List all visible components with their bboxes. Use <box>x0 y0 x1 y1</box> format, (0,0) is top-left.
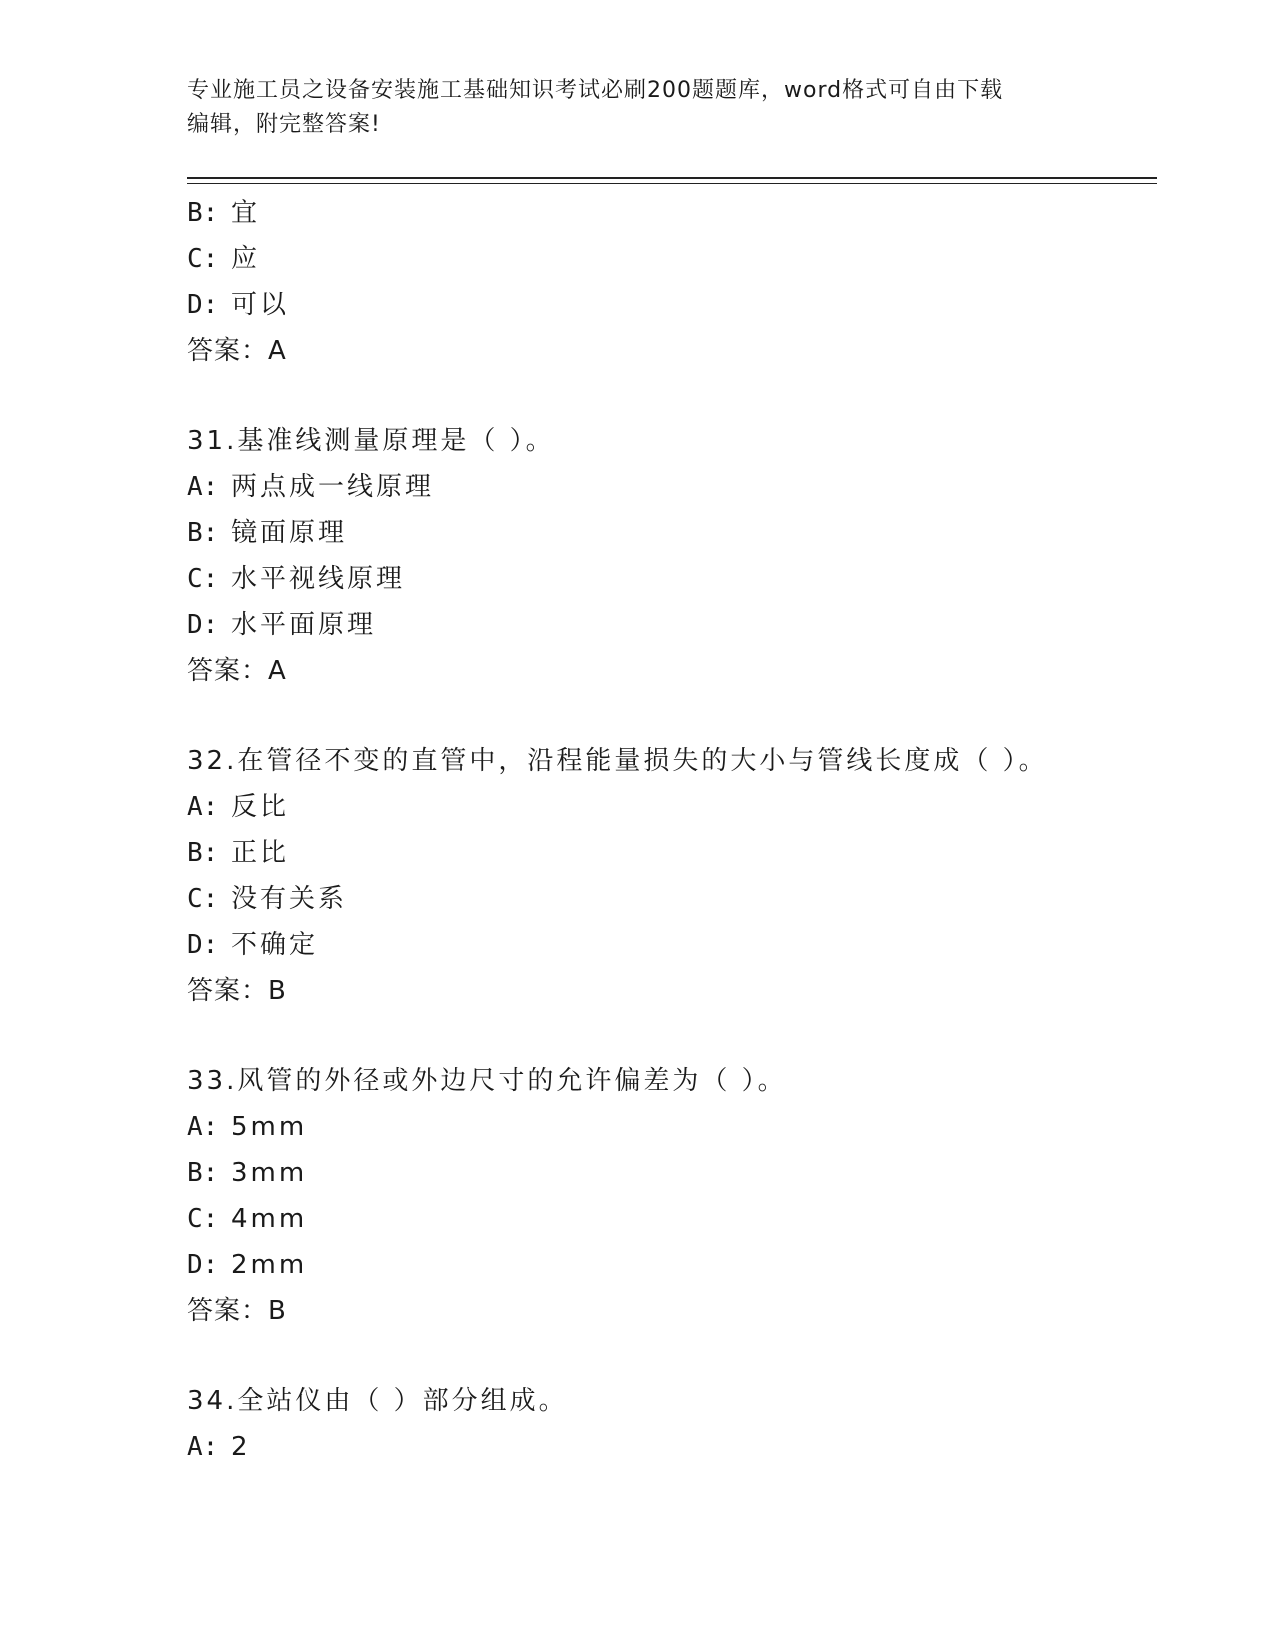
option-text: 4mm <box>231 1204 308 1234</box>
answer-value: B <box>268 1296 287 1326</box>
question-block-31 <box>187 418 1147 694</box>
option-d <box>187 1242 1147 1288</box>
header-title-line-1: 专业施工员之设备安装施工基础知识考试必刷200题题库，word格式可自由下载 <box>187 78 1004 103</box>
question-title: 31.基准线测量原理是（ ）。 <box>187 426 555 456</box>
option-a <box>187 464 1147 510</box>
option-letter: A: <box>187 472 219 502</box>
option-letter: D: <box>187 610 219 640</box>
option-a <box>187 784 1147 830</box>
option-text: 没有关系 <box>231 884 348 914</box>
answer-value: A <box>268 336 287 366</box>
option-d <box>187 602 1147 648</box>
option-letter: B: <box>187 518 219 548</box>
question-block-32 <box>187 738 1147 1014</box>
option-letter: D: <box>187 1250 219 1280</box>
option-letter: C: <box>187 564 219 594</box>
question-title: 34.全站仪由（ ）部分组成。 <box>187 1386 568 1416</box>
option-letter: D: <box>187 290 219 320</box>
option-d <box>187 922 1147 968</box>
option-text: 不确定 <box>231 930 319 960</box>
option-text: 正比 <box>231 838 290 868</box>
option-c <box>187 1196 1147 1242</box>
option-letter: D: <box>187 930 219 960</box>
option-text: 2mm <box>231 1250 308 1280</box>
document-header <box>187 74 1087 142</box>
option-c <box>187 236 1147 282</box>
option-c <box>187 876 1147 922</box>
option-letter: C: <box>187 244 219 274</box>
answer-line <box>187 328 1147 374</box>
option-text: 5mm <box>231 1112 308 1142</box>
header-title-line-2: 编辑，附完整答案! <box>187 112 381 137</box>
question-title: 32.在管径不变的直管中，沿程能量损失的大小与管线长度成（ ）。 <box>187 746 1048 776</box>
option-text: 水平面原理 <box>231 610 377 640</box>
option-a <box>187 1104 1147 1150</box>
option-b <box>187 190 1147 236</box>
answer-value: B <box>268 976 287 1006</box>
option-text: 镜面原理 <box>231 518 348 548</box>
option-b <box>187 830 1147 876</box>
answer-line <box>187 1288 1147 1334</box>
header-divider-thin <box>187 183 1157 184</box>
option-text: 宜 <box>231 198 261 228</box>
option-letter: A: <box>187 792 219 822</box>
answer-line <box>187 968 1147 1014</box>
option-letter: C: <box>187 1204 219 1234</box>
question-list <box>187 190 1147 1470</box>
option-letter: C: <box>187 884 219 914</box>
option-letter: A: <box>187 1112 219 1142</box>
option-text: 反比 <box>231 792 290 822</box>
question-title: 33.风管的外径或外边尺寸的允许偏差为（ ）。 <box>187 1066 787 1096</box>
option-letter: B: <box>187 838 219 868</box>
option-text: 3mm <box>231 1158 308 1188</box>
answer-label: 答案： <box>187 656 269 686</box>
question-block-partial <box>187 190 1147 374</box>
question-block-33 <box>187 1058 1147 1334</box>
option-text: 2 <box>231 1432 251 1462</box>
option-b <box>187 510 1147 556</box>
question-block-34 <box>187 1378 1147 1470</box>
header-divider-thick <box>187 177 1157 179</box>
option-text: 两点成一线原理 <box>231 472 435 502</box>
option-d <box>187 282 1147 328</box>
option-letter: B: <box>187 1158 219 1188</box>
answer-label: 答案： <box>187 336 269 366</box>
option-a <box>187 1424 1147 1470</box>
answer-value: A <box>268 656 287 686</box>
option-text: 应 <box>231 244 261 274</box>
option-b <box>187 1150 1147 1196</box>
answer-line <box>187 648 1147 694</box>
answer-label: 答案： <box>187 976 269 1006</box>
option-text: 可以 <box>231 290 290 320</box>
option-letter: A: <box>187 1432 219 1462</box>
option-letter: B: <box>187 198 219 228</box>
answer-label: 答案： <box>187 1296 269 1326</box>
option-c <box>187 556 1147 602</box>
option-text: 水平视线原理 <box>231 564 406 594</box>
